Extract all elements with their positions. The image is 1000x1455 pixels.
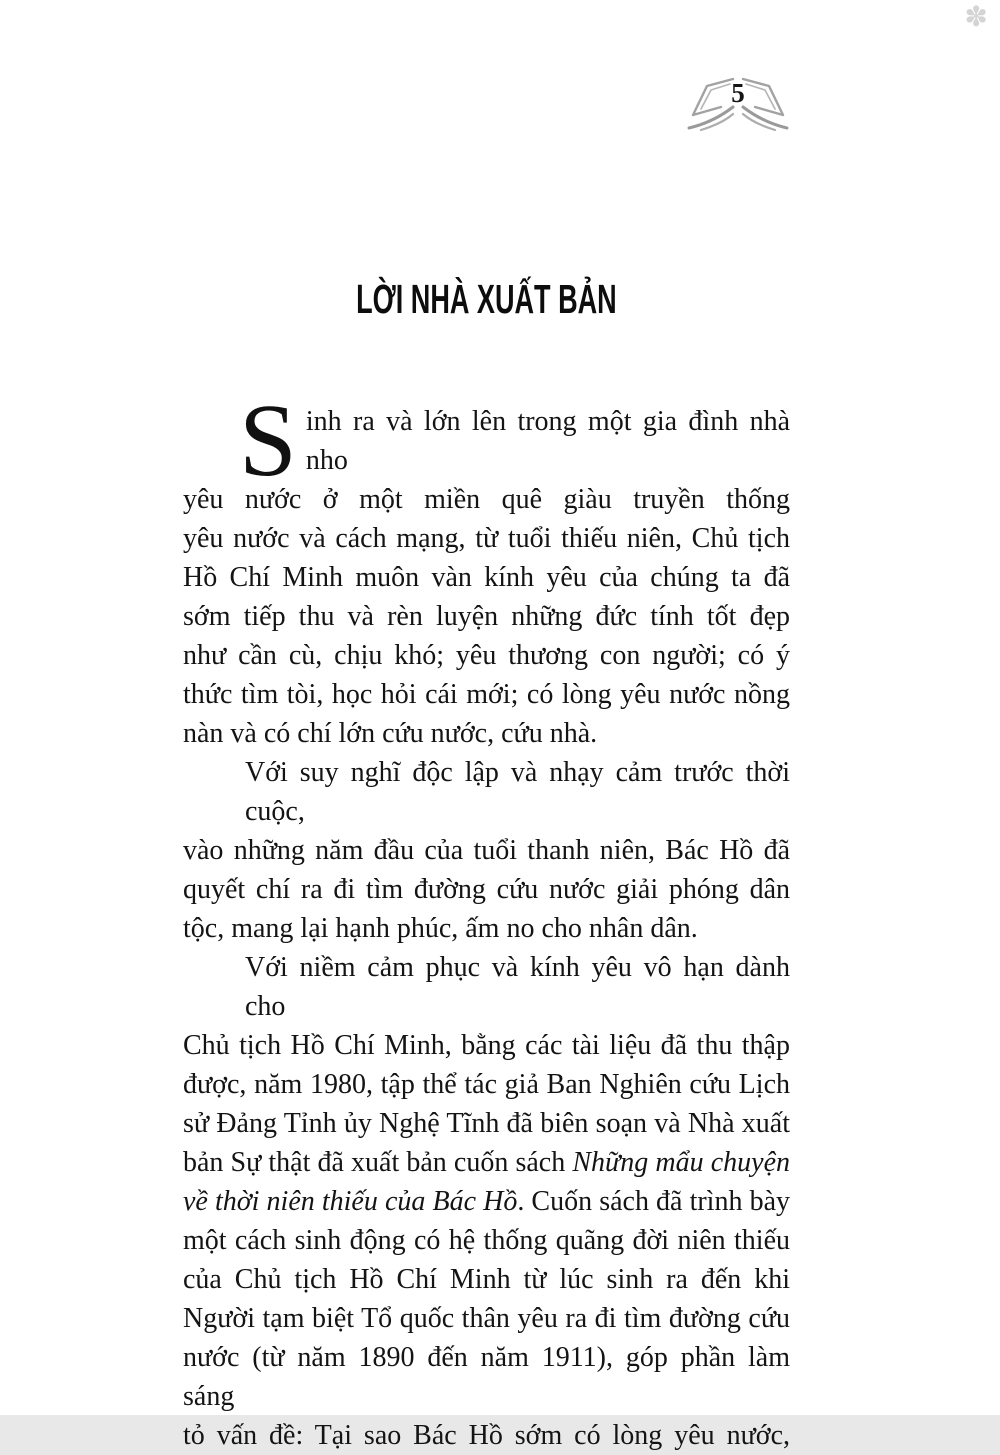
text-line (183, 675, 790, 714)
text-line (183, 1026, 790, 1065)
text-run: bản Sự thật đã xuất bản cuốn sách (183, 1147, 573, 1178)
text-line (183, 714, 790, 753)
text-run: yêu nước ở một miền quê giàu truyền thống (183, 484, 790, 515)
text-run: của Chủ tịch Hồ Chí Minh từ lúc sinh ra đến khi (183, 1264, 790, 1295)
text-run: quyết chí ra đi tìm đường cứu nước giải phóng dân (183, 874, 790, 905)
text-run: Chủ tịch Hồ Chí Minh, bằng các tài liệu đã thu thập (183, 1030, 790, 1061)
text-run: một cách sinh động có hệ thống quãng đời niên thiếu (183, 1225, 790, 1256)
text-run: thức tìm tòi, học hỏi cái mới; có lòng yêu nước nồng (183, 679, 790, 710)
paragraph (183, 383, 790, 753)
text-line (183, 1182, 790, 1221)
text-run: được, năm 1980, tập thể tác giả Ban Nghiên cứu Lịch (183, 1069, 790, 1100)
paragraph (183, 948, 790, 1455)
text-run: tộc, mang lại hạnh phúc, ấm no cho nhân dân. (183, 913, 698, 944)
text-run: Với niềm cảm phục và kính yêu vô hạn dành cho (245, 952, 790, 1022)
text-line (183, 1104, 790, 1143)
text-line (183, 480, 790, 519)
open-book-icon (686, 70, 790, 138)
text-run: Người tạm biệt Tổ quốc thân yêu ra đi tìm đường cứu (183, 1303, 790, 1334)
page-number: 5 (731, 78, 745, 108)
text-line (183, 558, 790, 597)
text-run: inh ra và lớn lên trong một gia đình nhà nho (305, 406, 790, 476)
text-run: tỏ vấn đề: Tại sao Bác Hồ sớm có lòng yêu nước, (183, 1420, 790, 1451)
text-run: vào những năm đầu của tuổi thanh niên, Bác Hồ đã (183, 835, 790, 866)
text-run: Với suy nghĩ độc lập và nhạy cảm trước thời cuộc, (245, 757, 790, 827)
text-line (183, 909, 790, 948)
text-line (183, 597, 790, 636)
flower-icon: ✽ (964, 0, 988, 33)
text-line (183, 870, 790, 909)
body-text (183, 383, 791, 1455)
text-line (183, 948, 790, 1026)
text-line (183, 1065, 790, 1104)
text-line (183, 831, 790, 870)
page-title (183, 276, 790, 323)
text-line (183, 1221, 790, 1260)
text-run: Hồ Chí Minh muôn vàn kính yêu của chúng ta đã (183, 562, 790, 593)
text-line (183, 519, 790, 558)
text-line (183, 1416, 790, 1455)
page-title-text: LỜI NHÀ XUẤT BẢN (356, 276, 617, 322)
text-run: nàn và có chí lớn cứu nước, cứu nhà. (183, 718, 598, 749)
text-run: nước (từ năm 1890 đến năm 1911), góp phần làm sáng (183, 1342, 790, 1412)
text-line (183, 753, 790, 831)
text-line (183, 1260, 790, 1299)
text-run: sớm tiếp thu và rèn luyện những đức tính tốt đẹp (183, 601, 790, 632)
text-line (183, 636, 790, 675)
text-run: yêu nước và cách mạng, từ tuổi thiếu niên, Chủ tịch (183, 523, 790, 554)
text-line (183, 1299, 790, 1338)
text-line (183, 1143, 790, 1182)
text-line (183, 1338, 790, 1416)
paragraph (183, 753, 790, 948)
text-run: như cần cù, chịu khó; yêu thương con người; có ý (183, 640, 790, 671)
italic-text-run: về thời niên thiếu của Bác Hồ (183, 1186, 518, 1217)
italic-text-run: Những mẩu chuyện (572, 1147, 791, 1178)
text-run: . Cuốn sách đã trình bày (517, 1186, 790, 1217)
text-run: sử Đảng Tỉnh ủy Nghệ Tĩnh đã biên soạn và Nhà xuất (183, 1108, 790, 1139)
drop-cap: S (239, 383, 297, 498)
